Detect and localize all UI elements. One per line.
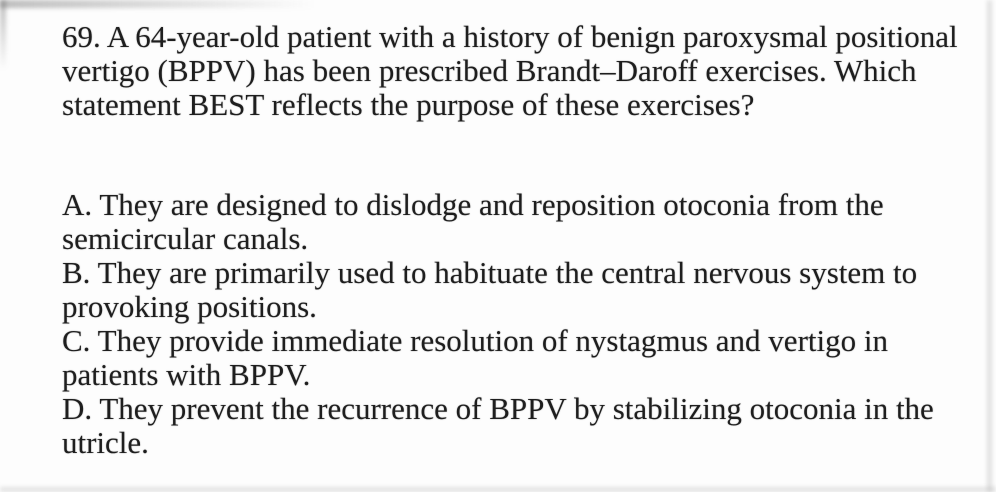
option-a-text: They are designed to dislodge and reposition otoconia from the semicircular canals. (62, 187, 884, 256)
options-list (62, 188, 982, 460)
question-content (62, 20, 982, 460)
option-c-text: They provide immediate resolution of nystagmus and vertigo in patients with BPPV. (62, 323, 888, 392)
option-d-text: They prevent the recurrence of BPPV by stabilizing otoconia in the utricle. (62, 391, 934, 460)
option-d-letter: D. (62, 391, 93, 426)
option-a-letter: A. (62, 187, 93, 222)
option-c (62, 324, 982, 392)
frame-edge-left-shadow (0, 0, 6, 70)
option-b-letter: B. (62, 255, 91, 290)
option-b-text: They are primarily used to habituate the central nervous system to provoking positions. (62, 255, 918, 324)
option-b (62, 256, 982, 324)
frame-edge-bottom-shadow (0, 487, 996, 492)
option-d (62, 392, 982, 460)
option-c-letter: C. (62, 323, 91, 358)
frame-edge-right-shadow (987, 0, 992, 492)
option-a (62, 188, 982, 256)
question-text: 69. A 64-year-old patient with a history of benign paroxysmal positional vertigo (BPPV) has been prescribed Brandt–Daroff exercises. Which statement BEST reflects the purpose of these exercises? (62, 19, 958, 122)
frame-edge-top-shadow (0, 0, 420, 8)
